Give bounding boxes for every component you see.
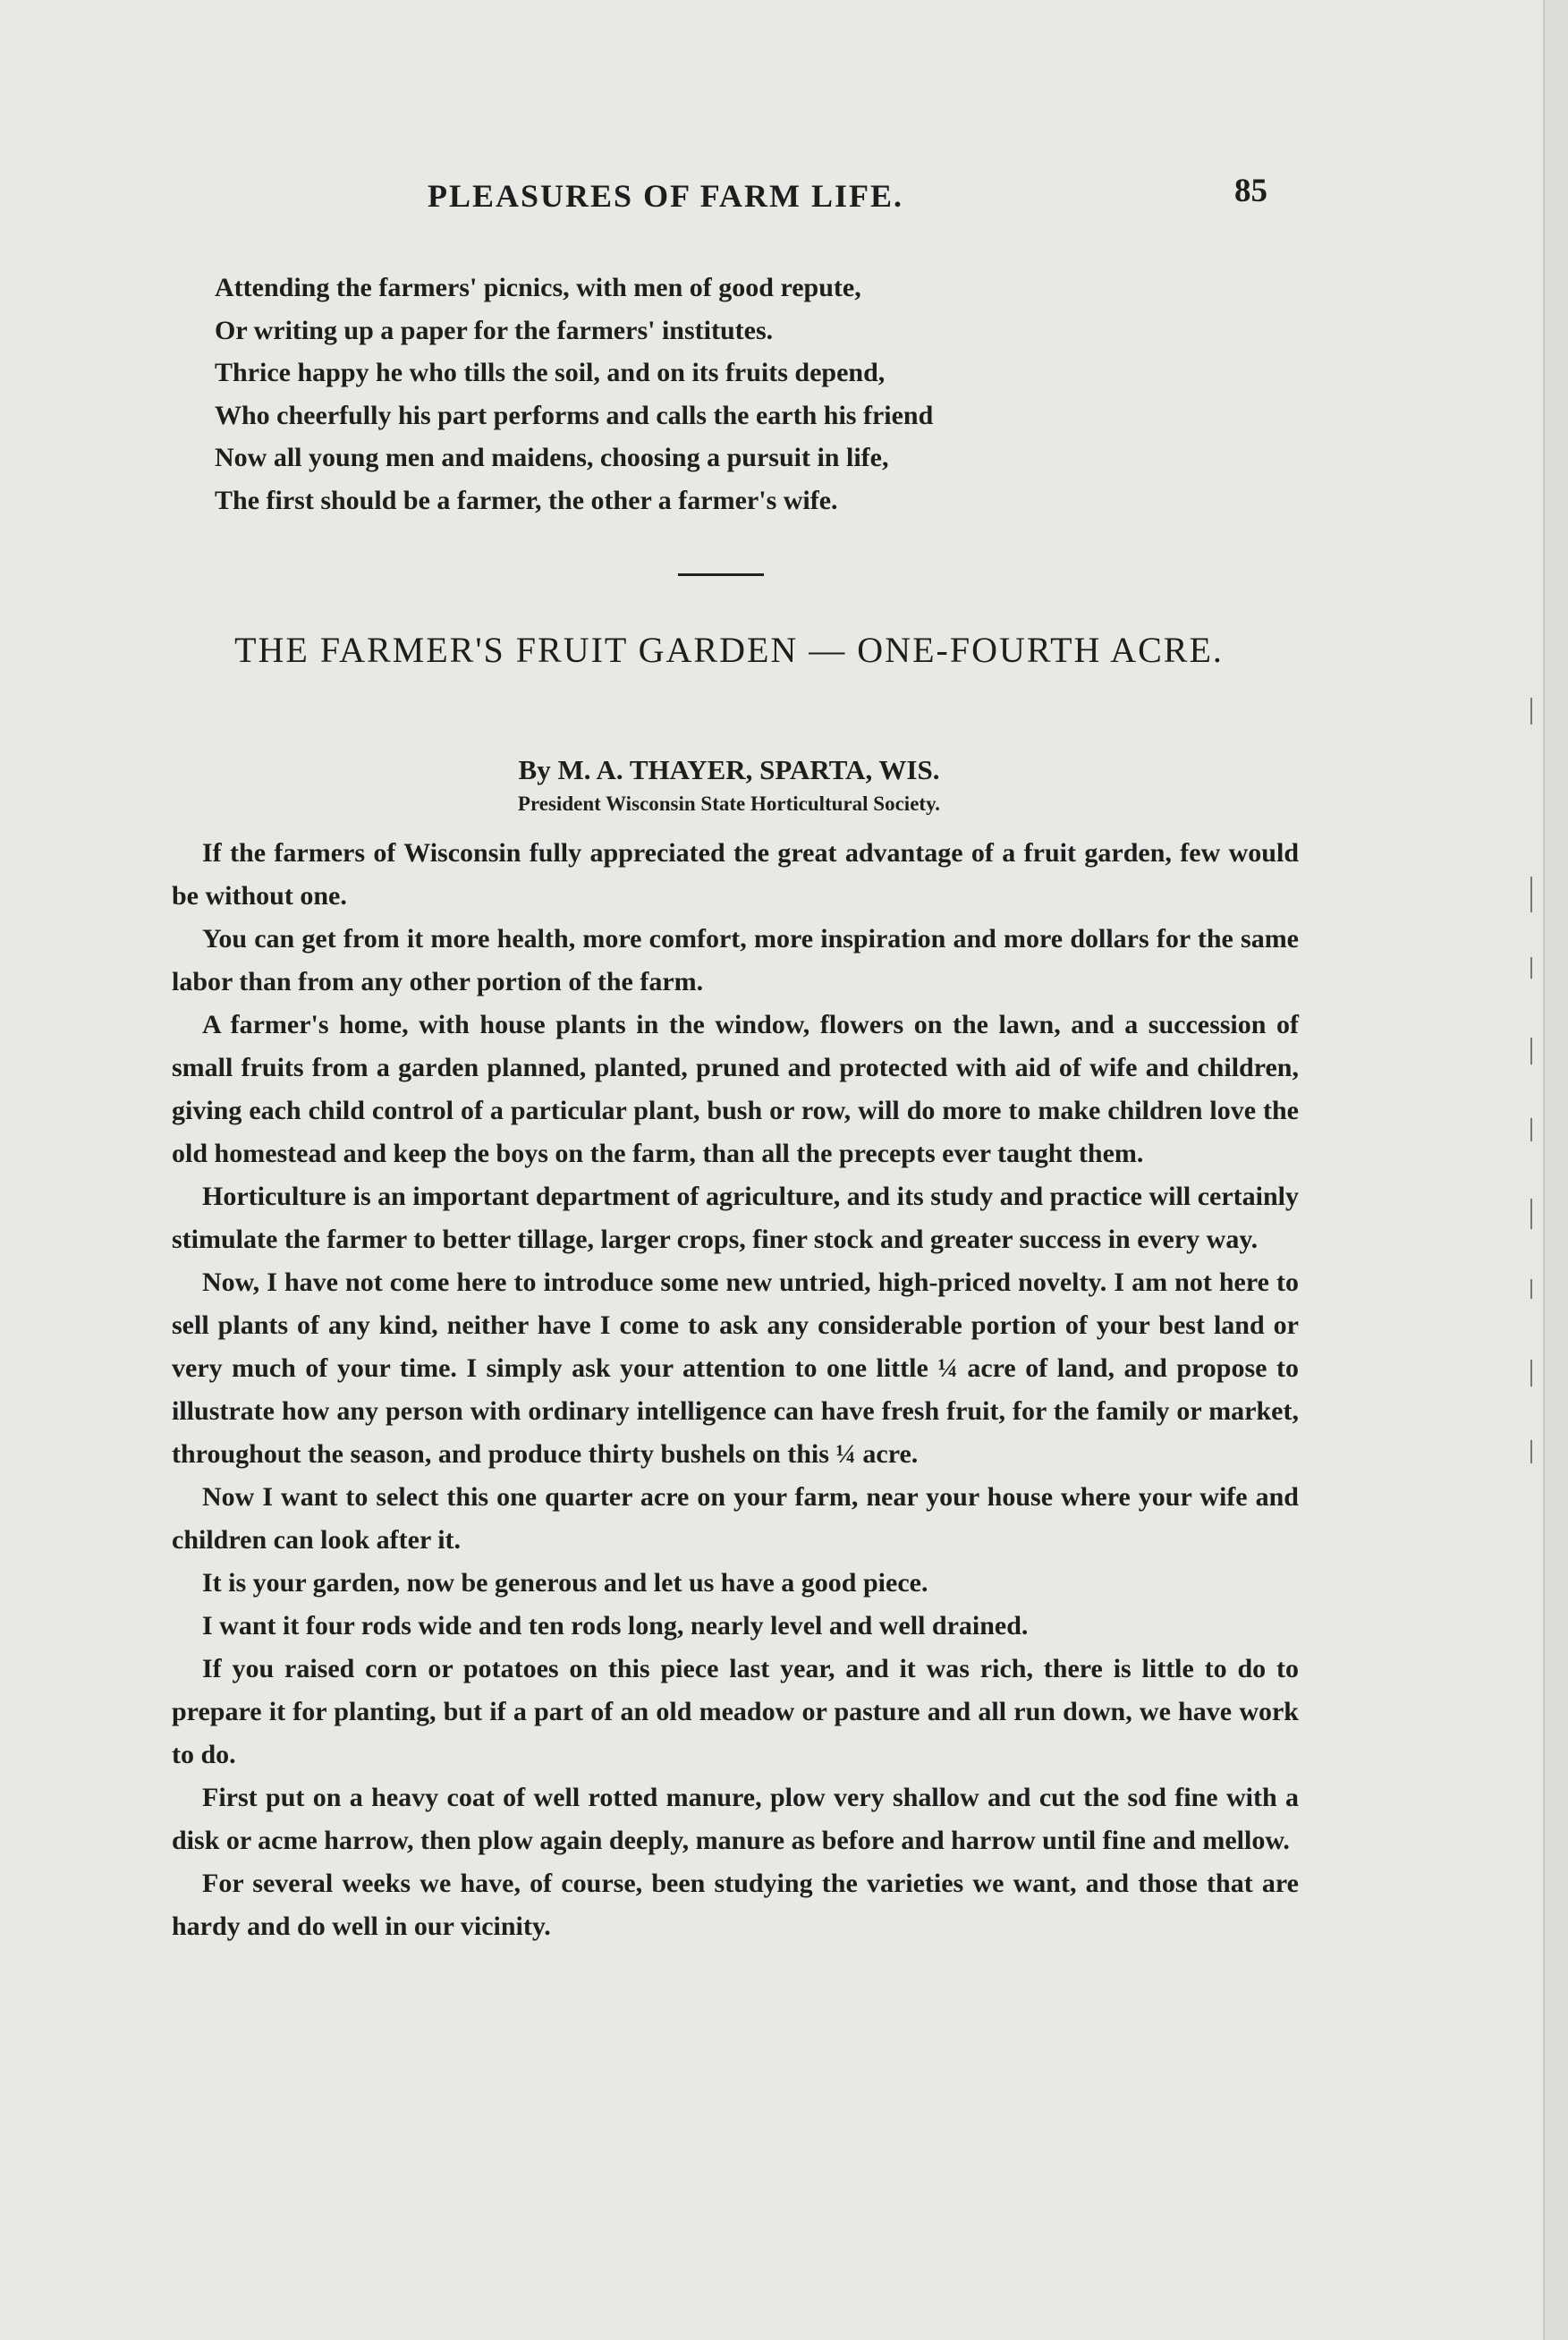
paragraph: First put on a heavy coat of well rotted manure, plow very shallow and cut the sod fine with a disk or acme harrow, then plow again deeply, manure as before and harrow until fine and mellow. [172, 1783, 1299, 1855]
paragraph: For several weeks we have, of course, been studying the varieties we want, and those that are hardy and do well in our vicinity. [172, 1869, 1299, 1941]
edge-mark [1530, 698, 1532, 725]
section-divider [678, 573, 764, 576]
edge-mark [1530, 1118, 1532, 1141]
author-title: President Wisconsin State Horticultural Society. [517, 793, 941, 815]
edge-mark [1530, 877, 1532, 912]
paragraph: You can get from it more health, more comfort, more inspiration and more dollars for the same labor than from any other portion of the farm. [172, 924, 1299, 996]
paragraph: A farmer's home, with house plants in the window, flowers on the lawn, and a succession of small fruits from a garden planned, planted, pruned and protected with aid of wife and children, giving each child control of a particular plant, bush or row, will do more to make children love the old homestead and keep the boys on the farm, than all the precepts ever taught them. [172, 1010, 1299, 1168]
article-body [172, 832, 1299, 1948]
page-number: 85 [1234, 173, 1267, 209]
poem-line: The first should be a farmer, the other a farmer's wife. [215, 485, 838, 515]
paragraph: If the farmers of Wisconsin fully appreciated the great advantage of a fruit garden, few would be without one. [172, 838, 1299, 911]
edge-marks [1530, 698, 1536, 1592]
poem-line: Attending the farmers' picnics, with men of good repute, [215, 273, 861, 302]
page-edge [1543, 0, 1568, 2340]
edge-mark [1530, 1199, 1532, 1229]
edge-mark [1530, 1279, 1532, 1299]
running-head: PLEASURES OF FARM LIFE. [428, 178, 904, 214]
paragraph: Now I want to select this one quarter acre on your farm, near your house where your wife and children can look after it. [172, 1482, 1299, 1555]
article-byline: By M. A. THAYER, SPARTA, WIS. [518, 754, 940, 785]
poem-line: Thrice happy he who tills the soil, and on its fruits depend, [215, 358, 886, 387]
edge-mark [1530, 1440, 1532, 1463]
poem-stanza [215, 267, 1216, 521]
paragraph: I want it four rods wide and ten rods long, nearly level and well drained. [202, 1611, 1029, 1641]
poem-line: Or writing up a paper for the farmers' institutes. [215, 315, 774, 345]
edge-mark [1530, 957, 1532, 979]
paragraph: Now, I have not come here to introduce some new untried, high-priced novelty. I am not here to sell plants of any kind, neither have I come to ask any considerable portion of your best land or very much of your time. I simply ask your attention to one little ¼ acre of land, and propose to illustrate how any person with ordinary intelligence can have fresh fruit, for the family or market, throughout the season, and produce thirty bushels on this ¼ acre. [172, 1268, 1299, 1469]
edge-mark [1530, 1360, 1532, 1386]
paragraph: Horticulture is an important department of agriculture, and its study and practice will certainly stimulate the farmer to better tillage, larger crops, finer stock and greater success in every way. [172, 1182, 1299, 1254]
edge-mark [1530, 1038, 1532, 1064]
paragraph: It is your garden, now be generous and let us have a good piece. [202, 1568, 928, 1598]
paragraph: If you raised corn or potatoes on this piece last year, and it was rich, there is little to do to prepare it for planting, but if a part of an old meadow or pasture and all run down, we have work to do. [172, 1654, 1299, 1769]
poem-line: Now all young men and maidens, choosing a pursuit in life, [215, 443, 889, 472]
article-title: THE FARMER'S FRUIT GARDEN — ONE-FOURTH ACRE. [234, 630, 1224, 670]
poem-line: Who cheerfully his part performs and calls the earth his friend [215, 400, 934, 430]
